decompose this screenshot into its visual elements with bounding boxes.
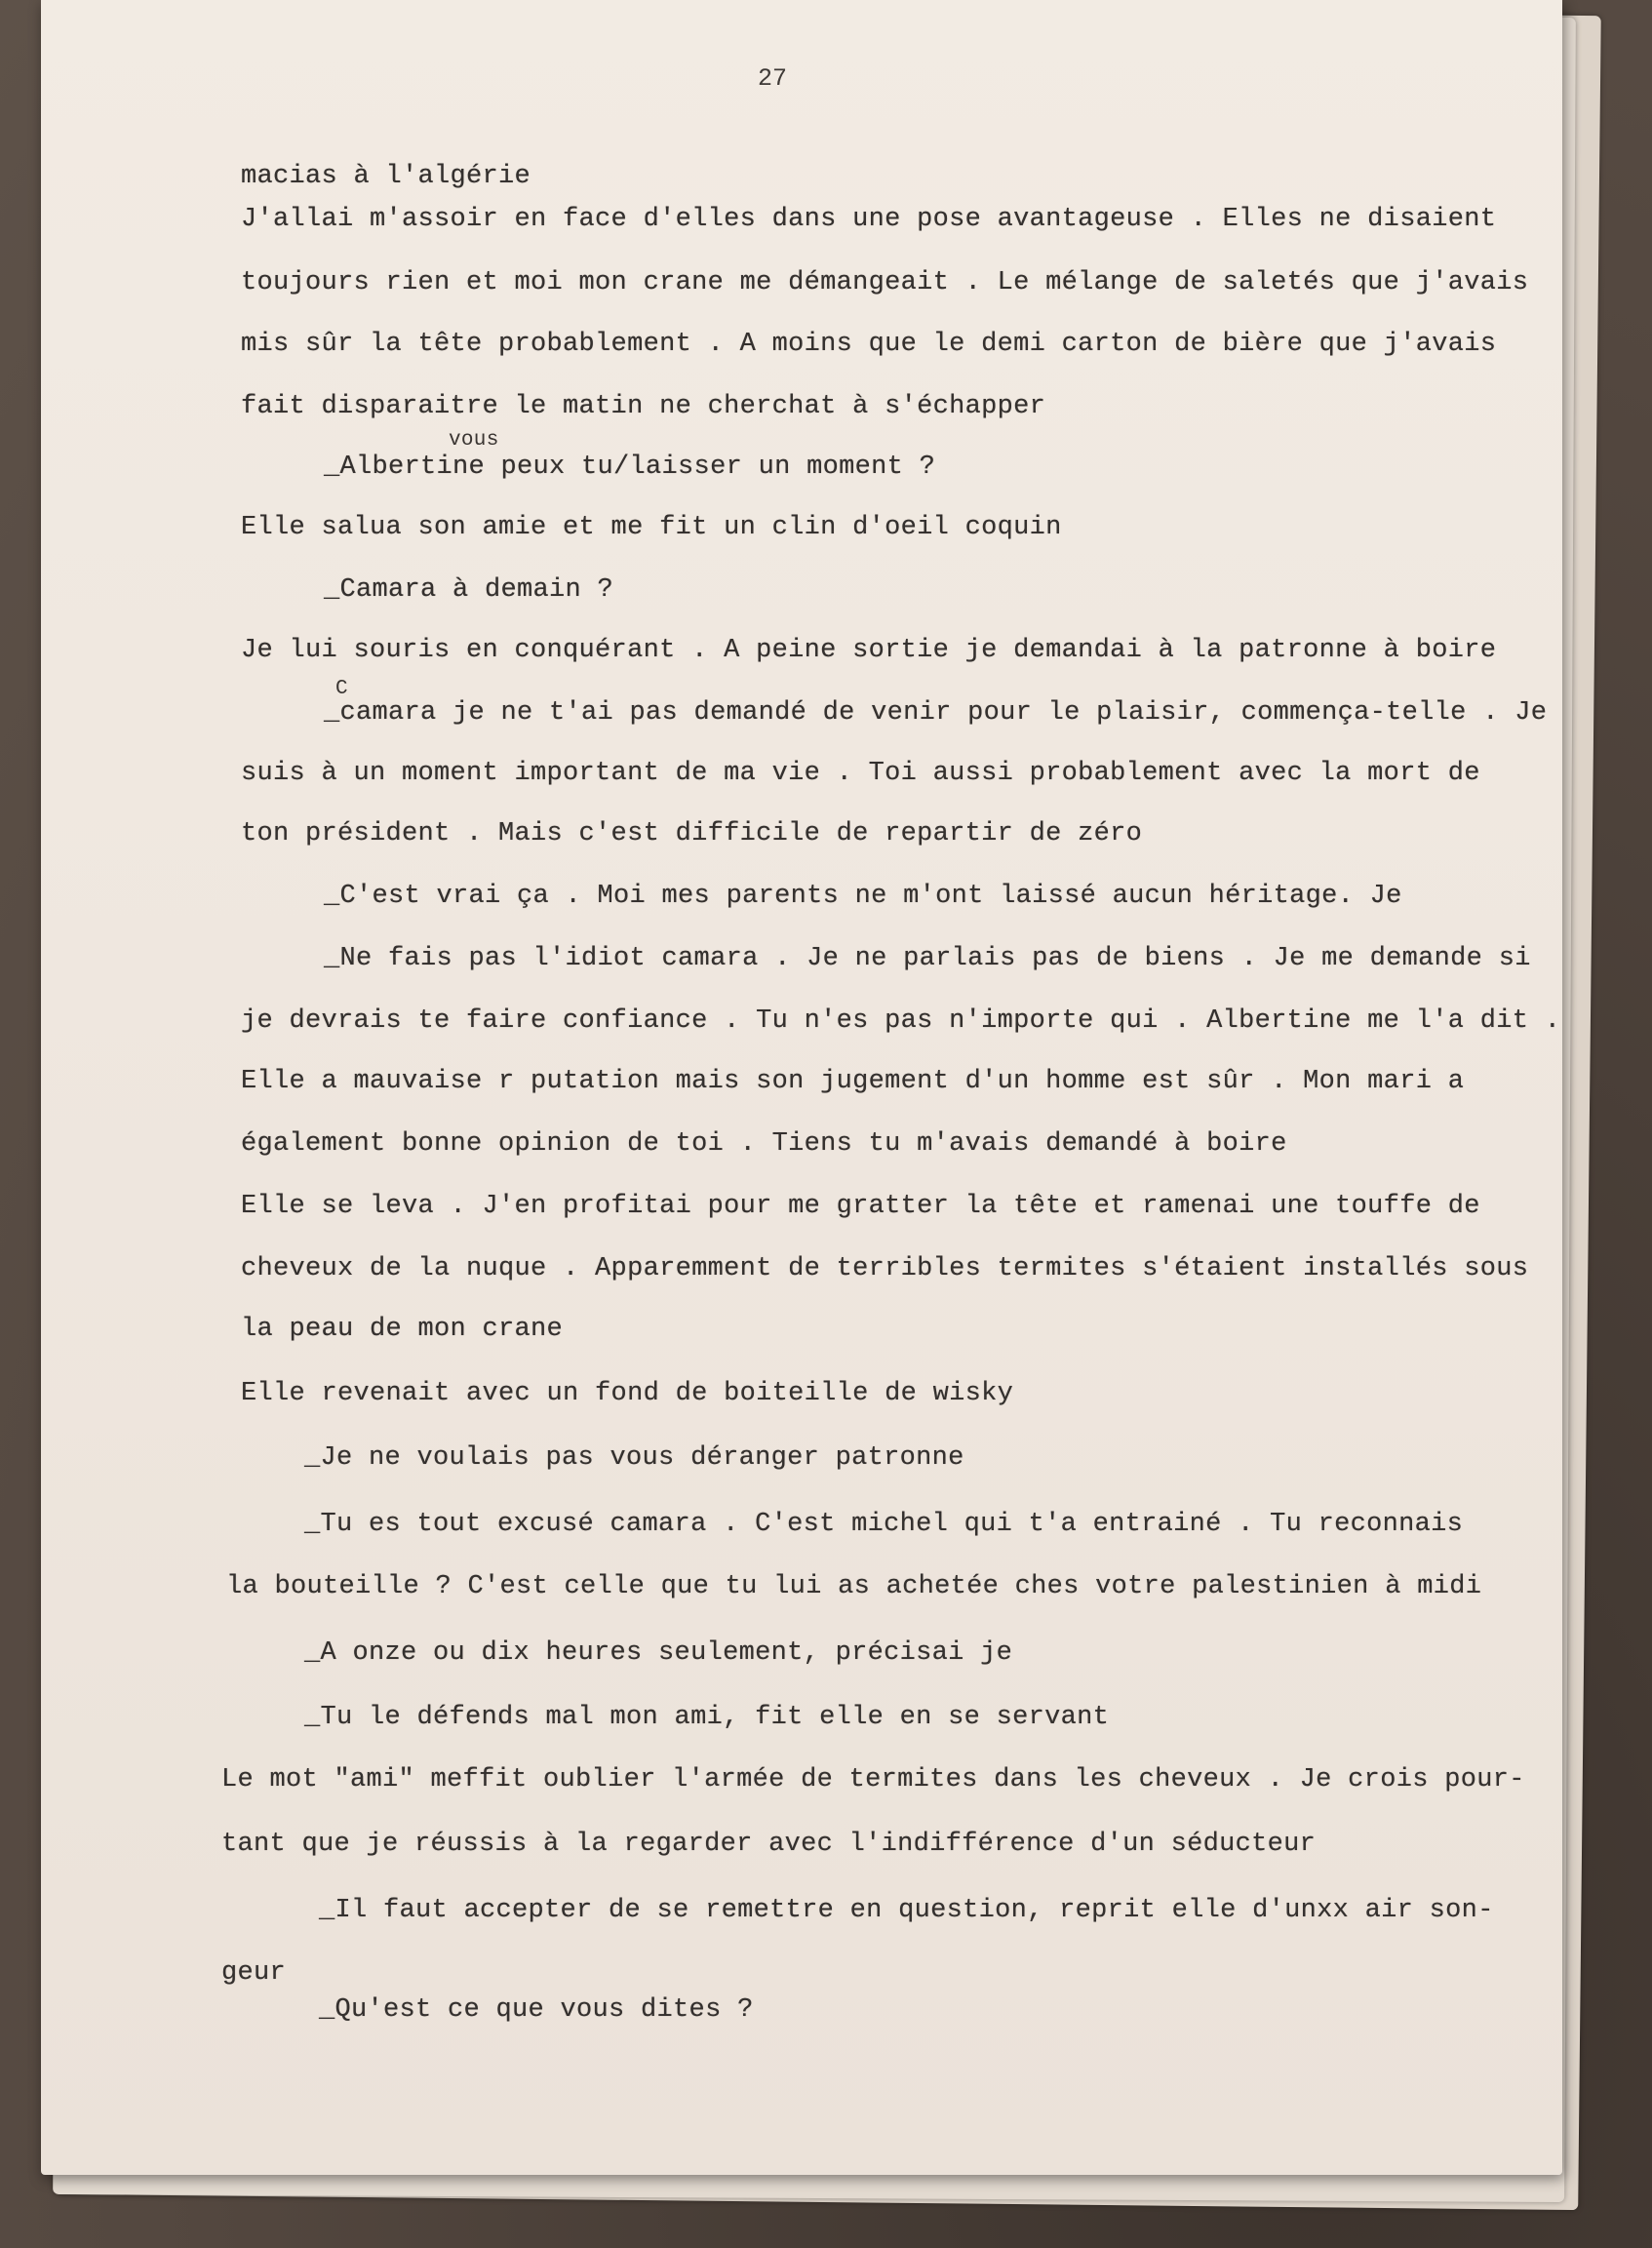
- text-line: _camara je ne t'ai pas demandé de venir pour le plaisir, commença-telle . Je: [324, 698, 1548, 728]
- text-line: Je lui souris en conquérant . A peine sortie je demandai à la patronne à boire: [241, 636, 1497, 665]
- text-line: _Albertine peux tu/laisser un moment ?: [324, 453, 936, 482]
- text-line: _Je ne voulais pas vous déranger patronne: [304, 1443, 964, 1473]
- text-line: mis sûr la tête probablement . A moins que le demi carton de bière que j'avais: [241, 330, 1497, 359]
- text-line: _Ne fais pas l'idiot camara . Je ne parlais pas de biens . Je me demande si: [324, 944, 1531, 973]
- text-line: fait disparaitre le matin ne cherchat à s'échapper: [241, 392, 1046, 421]
- page-number: 27: [758, 64, 788, 93]
- text-line: _Camara à demain ?: [324, 575, 614, 605]
- text-line: la bouteille ? C'est celle que tu lui as achetée ches votre palestinien à midi: [226, 1572, 1482, 1601]
- text-line: _C'est vrai ça . Moi mes parents ne m'ont laissé aucun héritage. Je: [324, 882, 1402, 911]
- text-line: suis à un moment important de ma vie . Toi aussi probablement avec la mort de: [241, 759, 1480, 788]
- text-line: Elle revenait avec un fond de boiteille de wisky: [241, 1379, 1014, 1408]
- text-line: J'allai m'assoir en face d'elles dans une pose avantageuse . Elles ne disaient: [241, 205, 1497, 234]
- handwritten-insertion: C: [335, 678, 348, 700]
- text-line: _A onze ou dix heures seulement, précisai je: [304, 1638, 1013, 1668]
- text-line: Le mot "ami" meffit oublier l'armée de termites dans les cheveux . Je crois pour-: [221, 1765, 1525, 1794]
- text-line: macias à l'algérie: [241, 162, 531, 191]
- text-line: _Tu le défends mal mon ami, fit elle en se servant: [304, 1703, 1110, 1732]
- handwritten-insertion: vous: [449, 429, 499, 452]
- page-body: [41, 0, 1562, 2175]
- text-line: la peau de mon crane: [241, 1315, 564, 1344]
- text-line: Elle se leva . J'en profitai pour me gratter la tête et ramenai une touffe de: [241, 1192, 1480, 1221]
- text-line: _Qu'est ce que vous dites ?: [319, 1995, 754, 2025]
- text-line: ton président . Mais c'est difficile de repartir de zéro: [241, 819, 1143, 848]
- text-line: _Il faut accepter de se remettre en question, reprit elle d'unxx air son-: [319, 1896, 1494, 1925]
- text-line: Elle salua son amie et me fit un clin d'oeil coquin: [241, 513, 1062, 542]
- text-line: cheveux de la nuque . Apparemment de terribles termites s'étaient installés sous: [241, 1254, 1529, 1283]
- typewritten-page: [41, 0, 1562, 2175]
- text-line: _Tu es tout excusé camara . C'est michel qui t'a entrainé . Tu reconnais: [304, 1510, 1464, 1539]
- text-line: tant que je réussis à la regarder avec l'indifférence d'un séducteur: [221, 1830, 1317, 1859]
- text-line: également bonne opinion de toi . Tiens tu m'avais demandé à boire: [241, 1129, 1287, 1159]
- text-line: toujours rien et moi mon crane me démangeait . Le mélange de saletés que j'avais: [241, 268, 1529, 297]
- text-line: je devrais te faire confiance . Tu n'es pas n'importe qui . Albertine me l'a dit .: [241, 1006, 1561, 1036]
- text-line: Elle a mauvaise r putation mais son jugement d'un homme est sûr . Mon mari a: [241, 1067, 1465, 1096]
- text-line: geur: [221, 1958, 287, 1988]
